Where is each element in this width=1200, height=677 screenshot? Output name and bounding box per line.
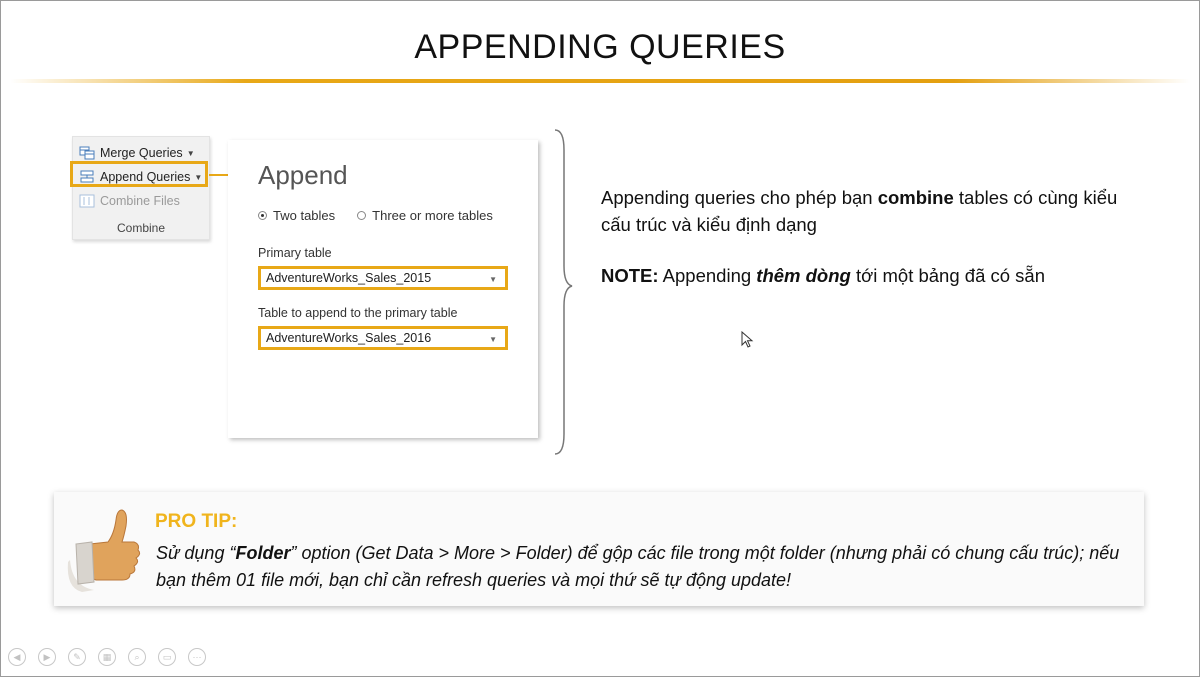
combine-files-button[interactable] (79, 191, 180, 211)
note-text (601, 265, 1045, 287)
description-part: tables có cùng kiểu cấu trúc và kiểu định dạng (601, 187, 1118, 235)
chevron-down-icon: ▼ (489, 275, 497, 284)
merge-queries-label: Merge Queries (100, 146, 183, 160)
pro-tip-heading: PRO TIP: (155, 511, 238, 532)
prev-icon[interactable]: ◀ (8, 648, 26, 666)
note-part: Appending (658, 265, 757, 286)
next-icon[interactable]: ▶ (38, 648, 56, 666)
slide-title: APPENDING QUERIES (414, 28, 786, 66)
append-dialog (228, 140, 538, 438)
description-part: Appending queries cho phép bạn (601, 187, 878, 208)
chevron-down-icon: ▼ (186, 148, 195, 158)
ribbon-group-label: Combine (116, 221, 166, 235)
three-or-more-radio[interactable] (357, 208, 493, 223)
pro-tip-bold: Folder (235, 543, 291, 563)
pro-tip-box (54, 492, 1144, 606)
dialog-title: Append (258, 160, 348, 190)
merge-icon (79, 146, 95, 160)
cursor-icon (741, 331, 755, 349)
title-divider (10, 79, 1190, 83)
primary-table-select[interactable] (258, 266, 508, 290)
pro-tip-part: ” option (Get Data > More > Folder) để gộp các file trong một folder (nhưng phải có chung cấu trúc); nếu bạn thêm 01 file mới, bạn chỉ cần refresh queries và mọi thứ sẽ tự động update! (156, 543, 1120, 590)
two-tables-radio[interactable] (258, 208, 335, 223)
primary-table-value: AdventureWorks_Sales_2015 (266, 271, 432, 285)
thumbs-up-icon (64, 500, 144, 594)
more-icon[interactable]: ··· (188, 648, 206, 666)
zoom-icon[interactable]: ⌕ (128, 648, 146, 666)
append-table-label: Table to append to the primary table (258, 306, 458, 320)
note-part: tới một bảng đã có sẵn (850, 265, 1046, 286)
radio-empty-icon (357, 211, 366, 220)
append-table-select[interactable] (258, 326, 508, 350)
slides-icon[interactable]: ▦ (98, 648, 116, 666)
slideshow-controls (8, 648, 206, 666)
chevron-down-icon: ▼ (194, 172, 203, 182)
subtitles-icon[interactable]: ▭ (158, 648, 176, 666)
radio-selected-icon (258, 211, 267, 220)
description-text (601, 184, 1141, 238)
combine-files-icon (79, 194, 95, 208)
append-highlight-box (70, 161, 208, 187)
pen-icon[interactable]: ✎ (68, 648, 86, 666)
three-or-more-label: Three or more tables (372, 208, 493, 223)
table-count-options (258, 208, 493, 223)
append-table-value: AdventureWorks_Sales_2016 (266, 331, 432, 345)
primary-table-label: Primary table (258, 246, 332, 260)
append-queries-label: Append Queries (100, 170, 191, 184)
pro-tip-text (156, 540, 1131, 594)
pro-tip-part: Sử dụng “ (156, 543, 236, 563)
two-tables-label: Two tables (273, 208, 336, 223)
ribbon-combine-group (72, 136, 210, 240)
brace-icon (553, 128, 575, 458)
combine-files-label: Combine Files (100, 194, 180, 208)
note-emphasis: thêm dòng (756, 265, 851, 286)
note-label: NOTE: (601, 265, 659, 286)
merge-queries-button[interactable] (79, 143, 195, 163)
description-bold: combine (877, 187, 954, 208)
chevron-down-icon: ▼ (489, 335, 497, 344)
